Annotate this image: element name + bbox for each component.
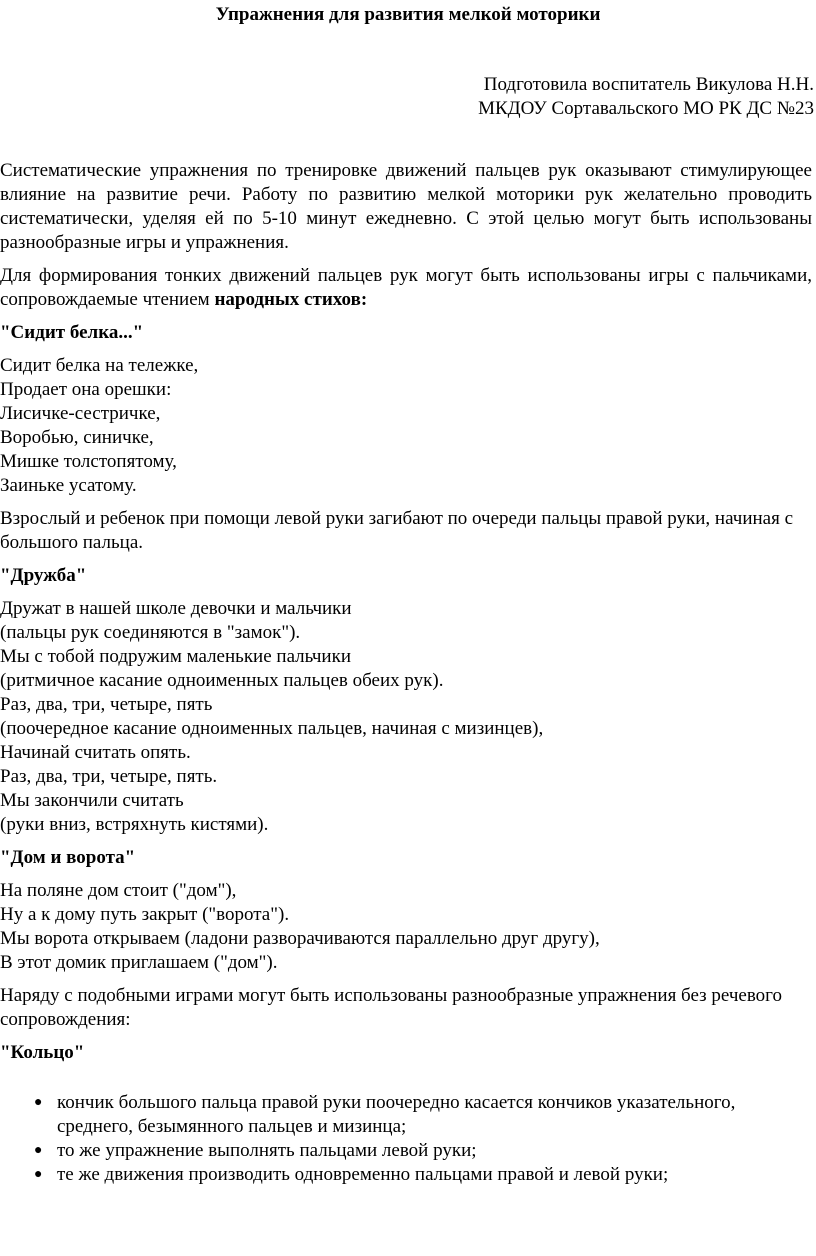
list-item xyxy=(0,1163,812,1187)
bullet-icon: ● xyxy=(34,1167,43,1182)
list-item-text: то же упражнение выполнять пальцами левой руки; xyxy=(57,1140,477,1161)
game-heading-house-gate: "Дом и ворота" xyxy=(0,847,136,868)
poem-line: Воробью, синичке, xyxy=(0,427,154,448)
exercise-heading-ring: "Кольцо" xyxy=(0,1042,85,1063)
poem-line: (поочередное касание одноименных пальцев, начиная с мизинцев), xyxy=(0,718,544,739)
author-organization: МКДОУ Сортавальского МО РК ДС №23 xyxy=(478,98,814,119)
bullet-icon: ● xyxy=(34,1095,43,1110)
list-item-text: те же движения производить одновременно пальцами правой и левой руки; xyxy=(57,1164,669,1185)
bullet-icon: ● xyxy=(34,1143,43,1158)
ring-exercise-list xyxy=(0,1091,812,1187)
poem-line: Дружат в нашей школе девочки и мальчики xyxy=(0,598,352,619)
games-intro-paragraph xyxy=(0,264,812,312)
exercises-intro-paragraph: Наряду с подобными играми могут быть использованы разнообразные упражнения без речевого сопровождения: xyxy=(0,985,783,1030)
poem-line: Продает она орешки: xyxy=(0,379,172,400)
squirrel-instruction: Взрослый и ребенок при помощи левой руки загибают по очереди пальцы правой руки, начиная с большого пальца. xyxy=(0,508,794,553)
games-intro-bold: народных стихов: xyxy=(214,289,368,310)
poem-line: (руки вниз, встряхнуть кистями). xyxy=(0,814,269,835)
poem-house-gate xyxy=(0,879,812,975)
list-item xyxy=(0,1091,812,1139)
poem-line: Мишке толстопятому, xyxy=(0,451,177,472)
document-body xyxy=(0,159,812,1187)
game-heading-squirrel: "Сидит белка..." xyxy=(0,322,144,343)
poem-friendship xyxy=(0,597,812,837)
intro-paragraph: Систематические упражнения по тренировке движений пальцев рук оказывают стимулирующее влияние на развитие речи. Работу по развитию мелкой моторики рук желательно проводить систематически, уделяя ей по 5-10 минут ежедневно. С этой целью могут быть использованы разнообразные игры и упражнения. xyxy=(0,160,812,253)
poem-line: Мы ворота открываем (ладони разворачиваются параллельно друг другу), xyxy=(0,928,600,949)
poem-line: (пальцы рук соединяются в "замок"). xyxy=(0,622,301,643)
game-heading-friendship: "Дружба" xyxy=(0,565,87,586)
poem-line: Мы закончили считать xyxy=(0,790,184,811)
poem-line: Мы с тобой подружим маленькие пальчики xyxy=(0,646,351,667)
author-block xyxy=(478,73,814,121)
poem-line: На поляне дом стоит ("дом"), xyxy=(0,880,237,901)
list-item-text: кончик большого пальца правой руки поочередно касается кончиков указательного, среднего, безымянного пальцев и мизинца; xyxy=(57,1092,736,1137)
poem-line: Начинай считать опять. xyxy=(0,742,191,763)
poem-line: Раз, два, три, четыре, пять. xyxy=(0,766,218,787)
poem-line: Ну а к дому путь закрыт ("ворота"). xyxy=(0,904,290,925)
document-title: Упражнения для развития мелкой моторики xyxy=(215,4,601,25)
poem-line: Сидит белка на тележке, xyxy=(0,355,199,376)
poem-squirrel xyxy=(0,354,812,498)
games-intro-text: Для формирования тонких движений пальцев рук могут быть использованы игры с пальчиками, сопровождаемые чтением xyxy=(0,265,812,310)
poem-line: Заиньке усатому. xyxy=(0,475,137,496)
poem-line: Раз, два, три, четыре, пять xyxy=(0,694,213,715)
poem-line: В этот домик приглашаем ("дом"). xyxy=(0,952,278,973)
list-item xyxy=(0,1139,812,1163)
poem-line: Лисичке-сестричке, xyxy=(0,403,161,424)
poem-line: (ритмичное касание одноименных пальцев обеих рук). xyxy=(0,670,444,691)
author-name: Подготовила воспитатель Викулова Н.Н. xyxy=(483,74,814,95)
